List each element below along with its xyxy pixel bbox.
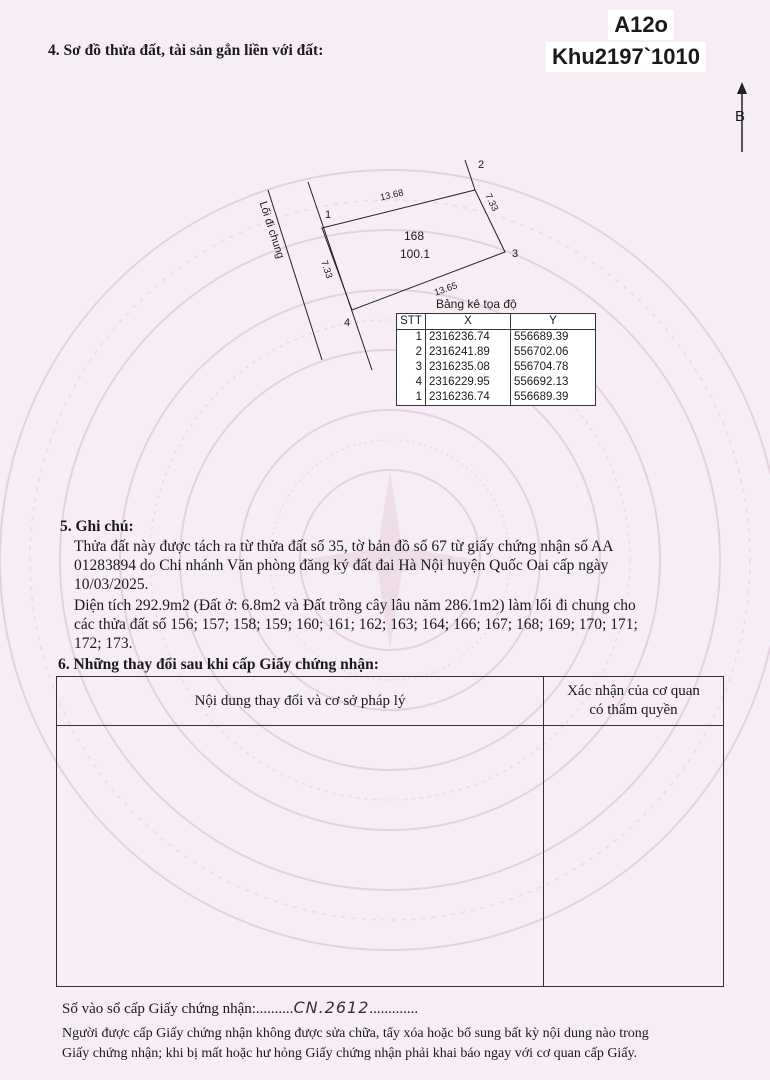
changes-confirmation-cell (544, 726, 724, 987)
north-label: B (735, 108, 746, 125)
table-row (397, 390, 596, 406)
registry-number-label (62, 998, 418, 1018)
row-y: 556704.78 (511, 360, 596, 375)
changes-heading: 6. Những thay đổi sau khi cấp Giấy chứng nhận: (58, 656, 379, 673)
edge-bottom-length: 13.65 (432, 280, 459, 299)
vertex-1-label: 1 (325, 209, 332, 221)
row-y: 556692.13 (511, 375, 596, 390)
table-row (397, 375, 596, 390)
notes-line-6: 172; 173. (74, 635, 133, 652)
row-stt: 1 (397, 330, 426, 346)
warning-line-1: Người được cấp Giấy chứng nhận không được sửa chữa, tẩy xóa hoặc bổ sung bất kỳ nội dung nào trong (62, 1026, 649, 1041)
registry-dots: ............. (369, 1001, 419, 1017)
row-y: 556689.39 (511, 330, 596, 346)
notes-heading: 5. Ghi chú: (60, 518, 134, 535)
changes-content-cell (57, 726, 544, 987)
edge-left-length: 7.33 (318, 259, 335, 280)
row-y: 556689.39 (511, 390, 596, 406)
notes-line-3: 10/03/2025. (74, 576, 149, 593)
registry-label-text: Số vào sổ cấp Giấy chứng nhận:.......... (62, 1001, 294, 1017)
row-stt: 2 (397, 345, 426, 360)
row-x: 2316236.74 (426, 330, 511, 346)
changes-col2-header-line1: Xác nhận của cơ quan (567, 683, 700, 699)
notes-line-5: các thửa đất số 156; 157; 158; 159; 160; 161; 162; 163; 164; 166; 167; 168; 169; 170; 171; (74, 616, 638, 633)
coordinate-table-header (397, 314, 596, 330)
row-x: 2316235.08 (426, 360, 511, 375)
row-y: 556702.06 (511, 345, 596, 360)
vertex-2-label: 2 (478, 159, 485, 171)
notes-line-2: 01283894 do Chi nhánh Văn phòng đăng ký đất đai Hà Nội huyện Quốc Oai cấp ngày (74, 557, 609, 574)
vertex-4-label: 4 (344, 317, 351, 329)
changes-col2-header-line2: có thẩm quyền (589, 702, 678, 718)
row-x: 2316241.89 (426, 345, 511, 360)
changes-table (56, 676, 724, 987)
edge-top-length: 13.68 (379, 187, 405, 204)
section-4-title: 4. Sơ đồ thửa đất, tài sản gắn liền với đất: (48, 42, 324, 59)
header-y: Y (511, 314, 596, 330)
notes-line-1: Thửa đất này được tách ra từ thửa đất số 35, tờ bản đồ số 67 từ giấy chứng nhận số AA (74, 538, 614, 555)
row-stt: 1 (397, 390, 426, 406)
vertex-3-label: 3 (512, 248, 519, 260)
registry-number-value: CN.2612 (293, 998, 370, 1017)
table-row (397, 360, 596, 375)
header-x: X (426, 314, 511, 330)
parcel-area: 100.1 (400, 247, 431, 261)
coordinate-table (396, 313, 596, 406)
shared-road-label: Lối đi chung (256, 200, 287, 261)
row-x: 2316236.74 (426, 390, 511, 406)
table-row (397, 345, 596, 360)
row-stt: 3 (397, 360, 426, 375)
parcel-number: 168 (404, 229, 425, 243)
warning-line-2: Giấy chứng nhận; khi bị mất hoặc hư hỏng Giấy chứng nhận phải khai báo ngay với cơ quan cấp Giấy. (62, 1046, 638, 1061)
edge-right-length: 7.33 (482, 191, 501, 214)
document-code-line2: Khu2197`1010 (546, 42, 706, 72)
row-stt: 4 (397, 375, 426, 390)
notes-line-4: Diện tích 292.9m2 (Đất ở: 6.8m2 và Đất trồng cây lâu năm 286.1m2) làm lối đi chung cho (74, 597, 636, 614)
header-stt: STT (397, 314, 426, 330)
table-row (397, 330, 596, 346)
row-x: 2316229.95 (426, 375, 511, 390)
changes-col1-header: Nội dung thay đổi và cơ sở pháp lý (57, 677, 544, 726)
coordinate-table-title: Bảng kê tọa độ (436, 297, 517, 311)
changes-col2-header (544, 677, 724, 726)
document-code-line1: A12o (608, 10, 674, 40)
